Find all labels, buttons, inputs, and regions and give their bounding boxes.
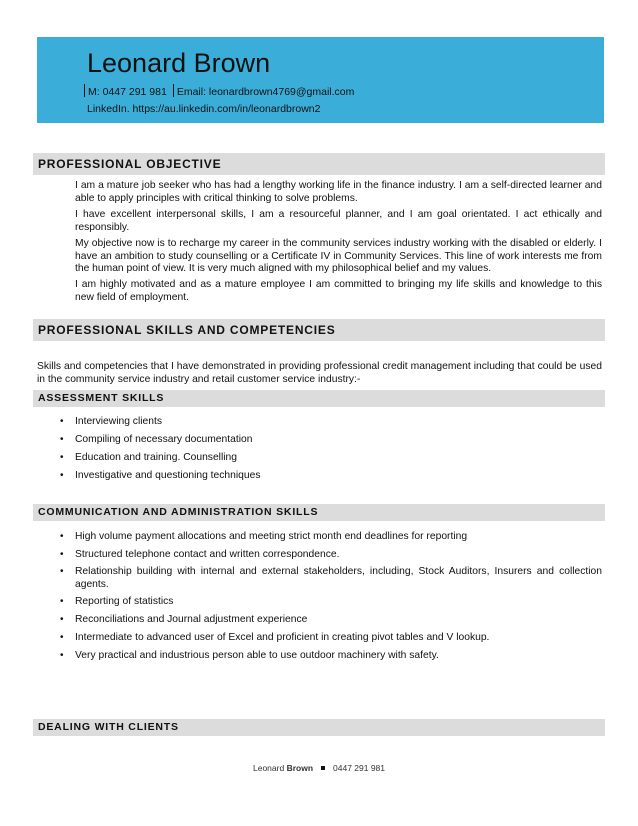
subsection-heading-assessment: ASSESSMENT SKILLS — [33, 390, 605, 407]
list-item: • Compiling of necessary documentation — [60, 434, 253, 445]
list-item: • Investigative and questioning techniques — [60, 470, 261, 481]
divider-bar — [173, 84, 174, 97]
list-item: • Intermediate to advanced user of Excel and proficient in creating pivot tables and V lookup. — [60, 632, 490, 643]
list-item: • Interviewing clients — [60, 416, 162, 427]
section-heading-skills: PROFESSIONAL SKILLS AND COMPETENCIES — [33, 319, 605, 341]
objective-paragraph: I am a mature job seeker who has had a lengthy working life in the finance industry. I am a self-directed learner and able to apply principles with critical thinking to solve problems. — [75, 180, 602, 204]
linkedin-url: LinkedIn. https://au.linkedin.com/in/leonardbrown2 — [87, 103, 321, 115]
page-footer — [0, 763, 638, 773]
objective-paragraph: My objective now is to recharge my career in the community services industry working with the disabled or elderly. I have an ambition to study counselling or a Certificate IV in Community Services. This line of work interests me from the human point of view. It is very much aligned with my philosophical belief and my values. — [75, 238, 602, 275]
skills-intro: Skills and competencies that I have demonstrated in providing professional credit management including that could be used in the community service industry and retail customer service industry:- — [37, 361, 602, 385]
list-item: • Structured telephone contact and written correspondence. — [60, 549, 340, 560]
list-item: • Relationship building with internal and external stakeholders, including, Stock Auditors, Insurers and collection agents. — [60, 566, 602, 590]
bullet-icon: • — [60, 566, 64, 577]
bullet-icon: • — [60, 632, 64, 643]
section-heading-objective: PROFESSIONAL OBJECTIVE — [33, 153, 605, 175]
bullet-icon: • — [60, 596, 64, 607]
mobile-number: M: 0447 291 981 — [88, 86, 167, 98]
bullet-icon: • — [60, 531, 64, 542]
bullet-icon: • — [60, 470, 64, 481]
footer-phone: 0447 291 981 — [333, 763, 386, 773]
email-address: Email: leonardbrown4769@gmail.com — [176, 86, 355, 98]
bullet-icon: • — [60, 416, 64, 427]
list-item: • Reconciliations and Journal adjustment experience — [60, 614, 308, 625]
bullet-icon: • — [60, 650, 64, 661]
footer-first-name: Leonard — [252, 763, 285, 773]
bullet-icon: • — [60, 452, 64, 463]
list-item: • Education and training. Counselling — [60, 452, 238, 463]
subsection-heading-clients: DEALING WITH CLIENTS — [33, 719, 605, 736]
bullet-icon: • — [60, 434, 64, 445]
contact-line — [84, 84, 354, 98]
bullet-icon: • — [60, 614, 64, 625]
candidate-name: Leonard Brown — [87, 48, 271, 78]
divider-bar — [84, 84, 85, 97]
header-banner — [37, 37, 604, 123]
list-item: • High volume payment allocations and meeting strict month end deadlines for reporting — [60, 531, 468, 542]
objective-paragraph: I have excellent interpersonal skills, I am a resourceful planner, and I am goal orientated. I act ethically and responsibly. — [75, 209, 602, 233]
square-bullet-icon — [321, 766, 325, 770]
footer-last-name: Brown — [286, 763, 314, 773]
objective-paragraph: I am highly motivated and as a mature employee I am committed to bringing my life skills and knowledge to this new field of employment. — [75, 279, 602, 303]
subsection-heading-communication: COMMUNICATION AND ADMINISTRATION SKILLS — [33, 504, 605, 521]
list-item: • Reporting of statistics — [60, 596, 174, 607]
bullet-icon: • — [60, 549, 64, 560]
list-item: • Very practical and industrious person able to use outdoor machinery with safety. — [60, 650, 439, 661]
